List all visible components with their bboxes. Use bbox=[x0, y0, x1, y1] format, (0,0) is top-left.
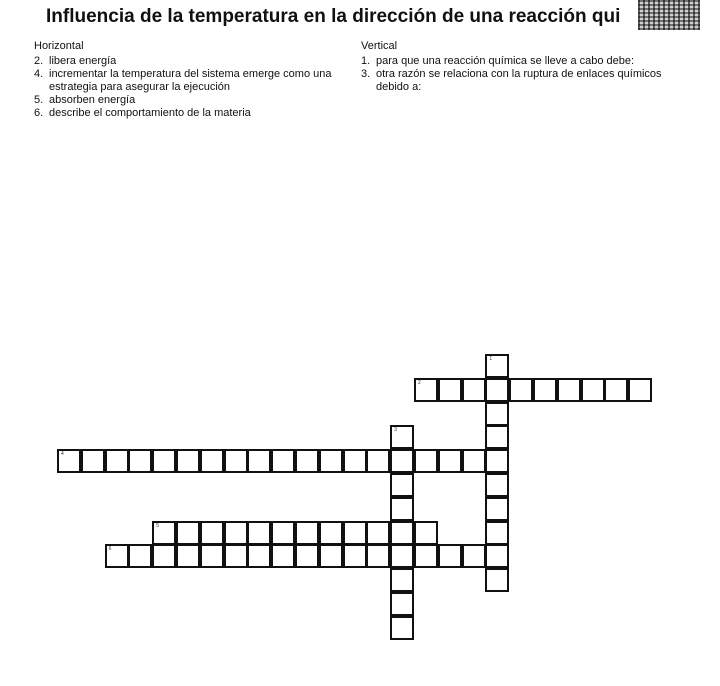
crossword-cell[interactable] bbox=[390, 568, 414, 592]
crossword-cell[interactable] bbox=[247, 521, 271, 545]
crossword-cell[interactable] bbox=[390, 497, 414, 521]
crossword-cell[interactable] bbox=[319, 449, 343, 473]
clue-number: 3. bbox=[361, 68, 371, 80]
crossword-cell[interactable] bbox=[485, 473, 509, 497]
crossword-cell[interactable] bbox=[366, 521, 390, 545]
crossword-cell[interactable] bbox=[200, 521, 224, 545]
clue-number-label: 3 bbox=[394, 427, 397, 434]
crossword-cell[interactable] bbox=[438, 378, 462, 402]
crossword-cell[interactable] bbox=[485, 497, 509, 521]
clue-number: 4. bbox=[34, 68, 44, 80]
crossword-cell[interactable] bbox=[271, 544, 295, 568]
crossword-cell[interactable] bbox=[628, 378, 652, 402]
crossword-cell[interactable] bbox=[128, 544, 152, 568]
crossword-cell[interactable] bbox=[247, 544, 271, 568]
crossword-cell[interactable] bbox=[390, 473, 414, 497]
crossword-cell[interactable] bbox=[247, 449, 271, 473]
crossword-cell[interactable] bbox=[485, 449, 509, 473]
crossword-cell[interactable] bbox=[224, 544, 248, 568]
crossword-cell[interactable] bbox=[224, 521, 248, 545]
crossword-cell[interactable] bbox=[295, 521, 319, 545]
crossword-cell[interactable] bbox=[343, 449, 367, 473]
crossword-cell[interactable] bbox=[390, 521, 414, 545]
crossword-cell[interactable] bbox=[438, 449, 462, 473]
crossword-cell[interactable] bbox=[200, 449, 224, 473]
crossword-cell[interactable] bbox=[485, 521, 509, 545]
clue-number-label: 5 bbox=[156, 522, 159, 529]
clue-text: incrementar la temperatura del sistema emerge como una estrategia para asegurar la ejecución bbox=[49, 68, 332, 93]
crossword-cell[interactable] bbox=[414, 544, 438, 568]
clue-text: absorben energía bbox=[49, 94, 136, 106]
crossword-cell[interactable] bbox=[319, 544, 343, 568]
crossword-cell[interactable] bbox=[343, 544, 367, 568]
crossword-cell[interactable] bbox=[271, 521, 295, 545]
crossword-cell[interactable] bbox=[366, 449, 390, 473]
crossword-cell[interactable] bbox=[176, 521, 200, 545]
crossword-cell[interactable] bbox=[152, 449, 176, 473]
clue-number: 1. bbox=[361, 55, 371, 67]
clue-text: libera energía bbox=[49, 55, 117, 67]
clue-text: otra razón se relaciona con la ruptura de enlaces químicos debido a: bbox=[376, 68, 662, 93]
crossword-cell[interactable] bbox=[414, 521, 438, 545]
crossword-cell[interactable] bbox=[485, 425, 509, 449]
crossword-cell[interactable] bbox=[81, 449, 105, 473]
crossword-cell[interactable] bbox=[485, 544, 509, 568]
crossword-cell[interactable] bbox=[485, 402, 509, 426]
clue-number-label: 1 bbox=[489, 356, 493, 362]
crossword-cell[interactable] bbox=[390, 449, 414, 473]
clue-number-label: 6 bbox=[108, 546, 112, 553]
crossword-cell[interactable] bbox=[462, 378, 486, 402]
crossword-cell[interactable] bbox=[557, 378, 581, 402]
crossword-cell[interactable] bbox=[390, 592, 414, 616]
crossword-cell[interactable] bbox=[509, 378, 533, 402]
crossword-cell[interactable] bbox=[462, 544, 486, 568]
crossword-cell[interactable] bbox=[485, 568, 509, 592]
clue-number: 2. bbox=[34, 55, 44, 67]
crossword-cell[interactable] bbox=[438, 544, 462, 568]
crossword-cell[interactable] bbox=[366, 544, 390, 568]
crossword-cell[interactable] bbox=[128, 449, 152, 473]
crossword-cell[interactable] bbox=[343, 521, 367, 545]
crossword-cell[interactable] bbox=[462, 449, 486, 473]
clue-text: para que una reacción química se lleve a cabo debe: bbox=[376, 55, 635, 67]
crossword-cell[interactable] bbox=[176, 544, 200, 568]
crossword-cell[interactable] bbox=[152, 544, 176, 568]
crossword-cell[interactable] bbox=[414, 449, 438, 473]
crossword-cell[interactable] bbox=[581, 378, 605, 402]
vertical-heading: Vertical bbox=[361, 40, 398, 52]
crossword-cell[interactable] bbox=[485, 378, 509, 402]
crossword-cell[interactable] bbox=[295, 449, 319, 473]
clue-number-label: 2 bbox=[418, 379, 421, 386]
crossword-cell[interactable] bbox=[390, 544, 414, 568]
crossword-cell[interactable] bbox=[295, 544, 319, 568]
crossword-cell[interactable] bbox=[319, 521, 343, 545]
clue-number-label: 4 bbox=[61, 451, 64, 458]
crossword-cell[interactable] bbox=[176, 449, 200, 473]
clue-number: 5. bbox=[34, 94, 44, 106]
crossword-cell[interactable] bbox=[200, 544, 224, 568]
crossword-cell[interactable] bbox=[604, 378, 628, 402]
horizontal-heading: Horizontal bbox=[34, 40, 84, 52]
crossword-cell[interactable] bbox=[224, 449, 248, 473]
crossword-cell[interactable] bbox=[105, 449, 129, 473]
clue-number: 6. bbox=[34, 107, 44, 119]
clue-text: describe el comportamiento de la materia bbox=[49, 107, 251, 119]
crossword-cell[interactable] bbox=[533, 378, 557, 402]
crossword-cell[interactable] bbox=[390, 616, 414, 640]
worksheet-title: Influencia de la temperatura en la dirección de una reacción qui bbox=[46, 6, 621, 27]
crossword-cell[interactable] bbox=[271, 449, 295, 473]
